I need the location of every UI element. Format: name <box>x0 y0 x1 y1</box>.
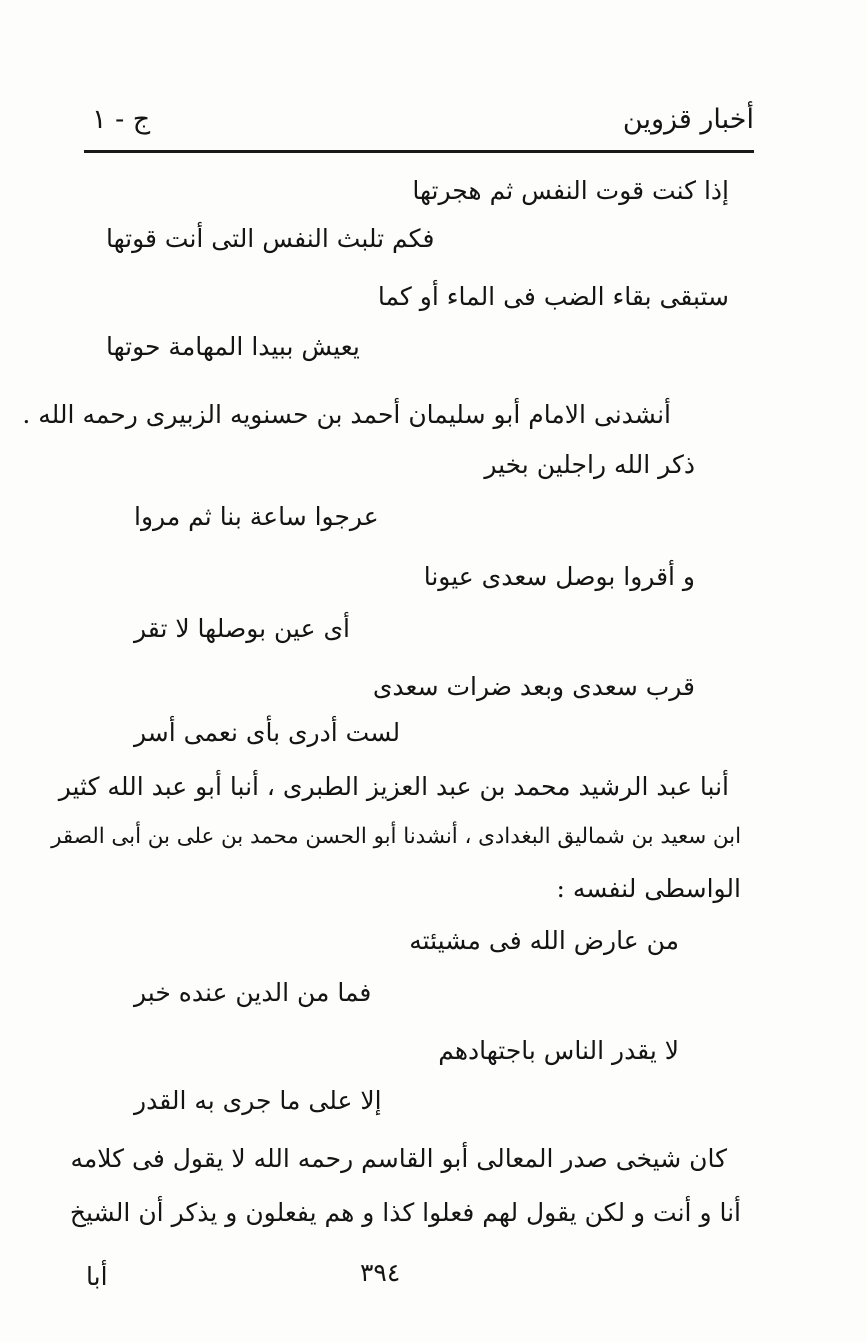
page-number: ٣٩٤ <box>360 1258 401 1287</box>
running-title: أخبار قزوين <box>622 104 754 135</box>
verse-line: إذا كنت قوت النفس ثم هجرتها <box>412 176 729 205</box>
volume-number: ج - ١ <box>92 104 151 135</box>
verse-line: لست أدرى بأى نعمى أسر <box>134 718 401 747</box>
prose-line: الواسطى لنفسه : <box>556 874 741 903</box>
verse-line: عرجوا ساعة بنا ثم مروا <box>134 502 379 531</box>
verse-line: يعيش ببيدا المهامة حوتها <box>106 332 360 361</box>
verse-line: فما من الدين عنده خبر <box>134 978 372 1007</box>
verse-line: من عارض الله فى مشيئته <box>409 926 679 955</box>
prose-line: أنشدنى الامام أبو سليمان أحمد بن حسنويه الزبيرى رحمه الله . <box>22 400 671 429</box>
prose-line: أنبا عبد الرشيد محمد بن عبد العزيز الطبرى ، أنبا أبو عبد الله كثير <box>58 772 729 801</box>
prose-line: أنا و أنت و لكن يقول لهم فعلوا كذا و هم يفعلون و يذكر أن الشيخ <box>69 1198 741 1227</box>
verse-line: قرب سعدى وبعد ضرات سعدى <box>372 672 695 701</box>
verse-line: فكم تلبث النفس التى أنت قوتها <box>106 224 435 253</box>
verse-line: إلا على ما جرى به القدر <box>134 1086 382 1115</box>
verse-line: ذكر الله راجلين بخير <box>484 450 695 479</box>
header-rule <box>84 150 754 153</box>
verse-line: ستبقى بقاء الضب فى الماء أو كما <box>377 282 729 311</box>
prose-line: كان شيخى صدر المعالى أبو القاسم رحمه الله لا يقول فى كلامه <box>70 1144 727 1173</box>
prose-line: ابن سعيد بن شماليق البغدادى ، أنشدنا أبو الحسن محمد بن على بن أبى الصقر <box>51 824 741 849</box>
verse-line: لا يقدر الناس باجتهادهم <box>438 1036 679 1065</box>
page-header <box>84 96 754 148</box>
verse-line: أى عين بوصلها لا تقر <box>134 614 350 643</box>
verse-line: و أقروا بوصل سعدى عيونا <box>423 562 695 591</box>
catchword: أبا <box>86 1262 108 1291</box>
